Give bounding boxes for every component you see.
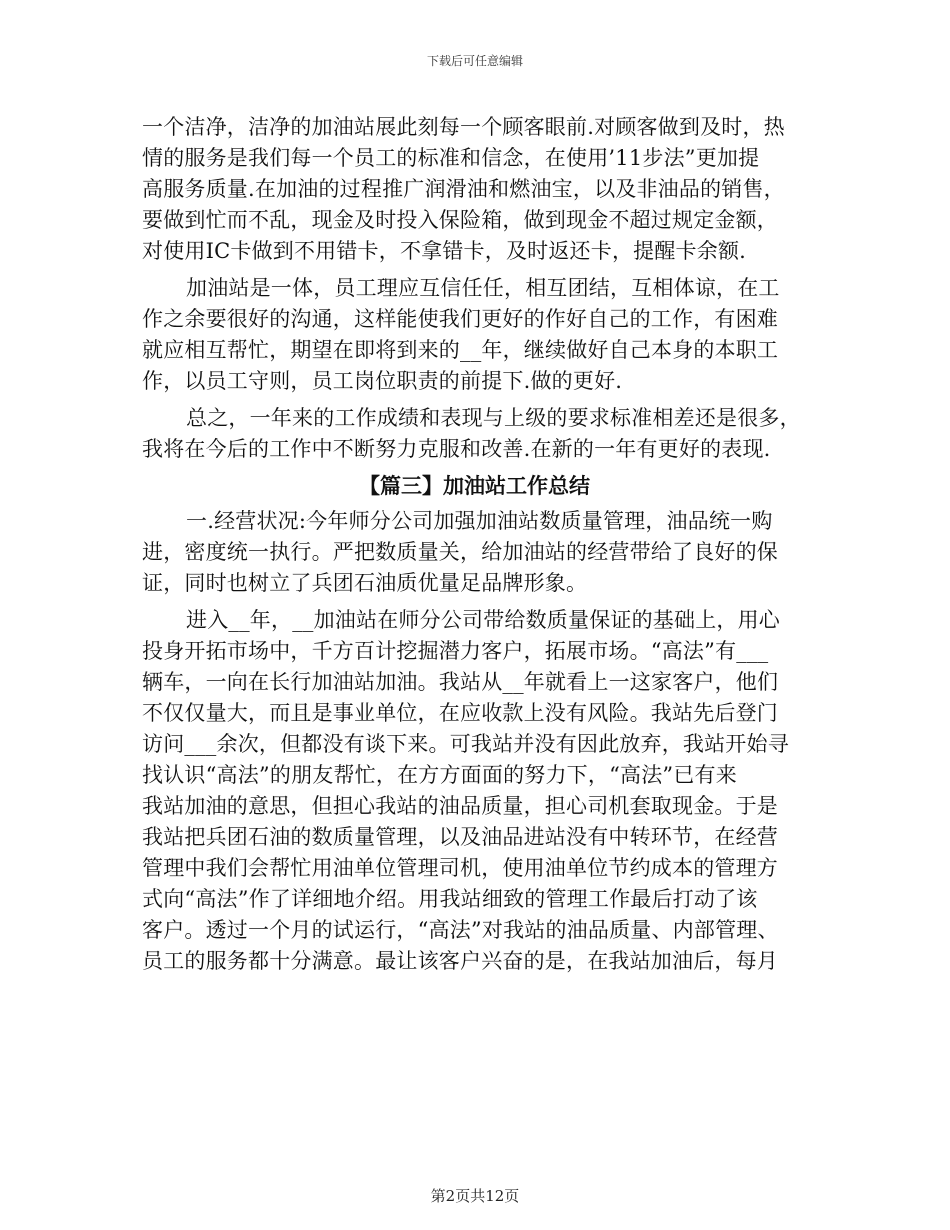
text-line: 证，同时也树立了兵团石油质优量足品牌形象。: [142, 571, 588, 595]
text-line: 一个洁净，洁净的加油站展此刻每一个顾客眼前.对顾客做到及时，热: [142, 115, 785, 139]
text-line: 辆车，一向在长行加油站加油。我站从__年就看上一这家客户，他们: [142, 670, 779, 694]
text-line: 总之，一年来的工作成绩和表现与上级的要求标准相差还是很多，: [186, 406, 801, 430]
text-line: 找认识“高法”的朋友帮忙，在方方面面的努力下，“高法”已有来: [142, 763, 737, 787]
page-footer: 第2页共12页: [430, 1187, 520, 1205]
text-line: 我站把兵团石油的数质量管理，以及油品进站没有中转环节，在经营: [142, 825, 778, 849]
text-line: 情的服务是我们每一个员工的标准和信念，在使用’11步法”更加提: [142, 146, 760, 170]
text-line: 客户。透过一个月的试运行，“高法”对我站的油品质量、内部管理、: [142, 918, 779, 942]
text-line: 要做到忙而不乱，现金及时投入保险箱，做到现金不超过规定金额，: [142, 208, 778, 232]
text-line: 不仅仅量大，而且是事业单位，在应收款上没有风险。我站先后登门: [142, 701, 778, 725]
page-header: 下载后可任意编辑: [426, 54, 523, 68]
text-line: 进入__年，__加油站在师分公司带给数质量保证的基础上，用心: [186, 608, 780, 632]
paragraph: [142, 403, 807, 465]
text-line: 高服务质量.在加油的过程推广润滑油和燃油宝，以及非油品的销售，: [142, 177, 785, 201]
text-line: 一.经营状况:今年师分公司加强加油站数质量管理，油品统一购: [186, 509, 773, 533]
text-line: 员工的服务都十分满意。最让该客户兴奋的是，在我站加油后，每月: [142, 949, 778, 973]
paragraph: [142, 506, 807, 599]
text-line: 加油站是一体，员工理应互信任任，相互团结，互相体谅，在工: [186, 276, 780, 300]
text-line: 进，密度统一执行。严把数质量关，给加油站的经营带给了良好的保: [142, 540, 778, 564]
paragraph: [142, 605, 807, 977]
text-line: 作之余要很好的沟通，这样能使我们更好的作好自己的工作，有困难: [142, 307, 778, 331]
paragraph: [142, 112, 807, 267]
text-line: 作，以员工守则，员工岗位职责的前提下.做的更好.: [142, 369, 623, 393]
text-line: 对使用IC卡做到不用错卡，不拿错卡，及时返还卡，提醒卡余额.: [142, 239, 747, 263]
text-line: 访问___余次，但都没有谈下来。可我站并没有因此放弃，我站开始寻: [142, 732, 789, 756]
text-line: 管理中我们会帮忙用油单位管理司机，使用油单位节约成本的管理方: [142, 856, 778, 880]
section-title: 【篇三】加油站工作总结: [359, 474, 590, 498]
document-body: [142, 112, 807, 977]
paragraph: [142, 273, 807, 397]
text-line: 投身开拓市场中，千方百计挖掘潜力客户，拓展市场。“高法”有___: [142, 639, 769, 663]
text-line: 我站加油的意思，但担心我站的油品质量，担心司机套取现金。于是: [142, 794, 778, 818]
text-line: 式向“高法”作了详细地介绍。用我站细致的管理工作最后打动了该: [142, 887, 758, 911]
text-line: 我将在今后的工作中不断努力克服和改善.在新的一年有更好的表现.: [142, 437, 771, 461]
text-line: 就应相互帮忙，期望在即将到来的__年，继续做好自己本身的本职工: [142, 338, 779, 362]
